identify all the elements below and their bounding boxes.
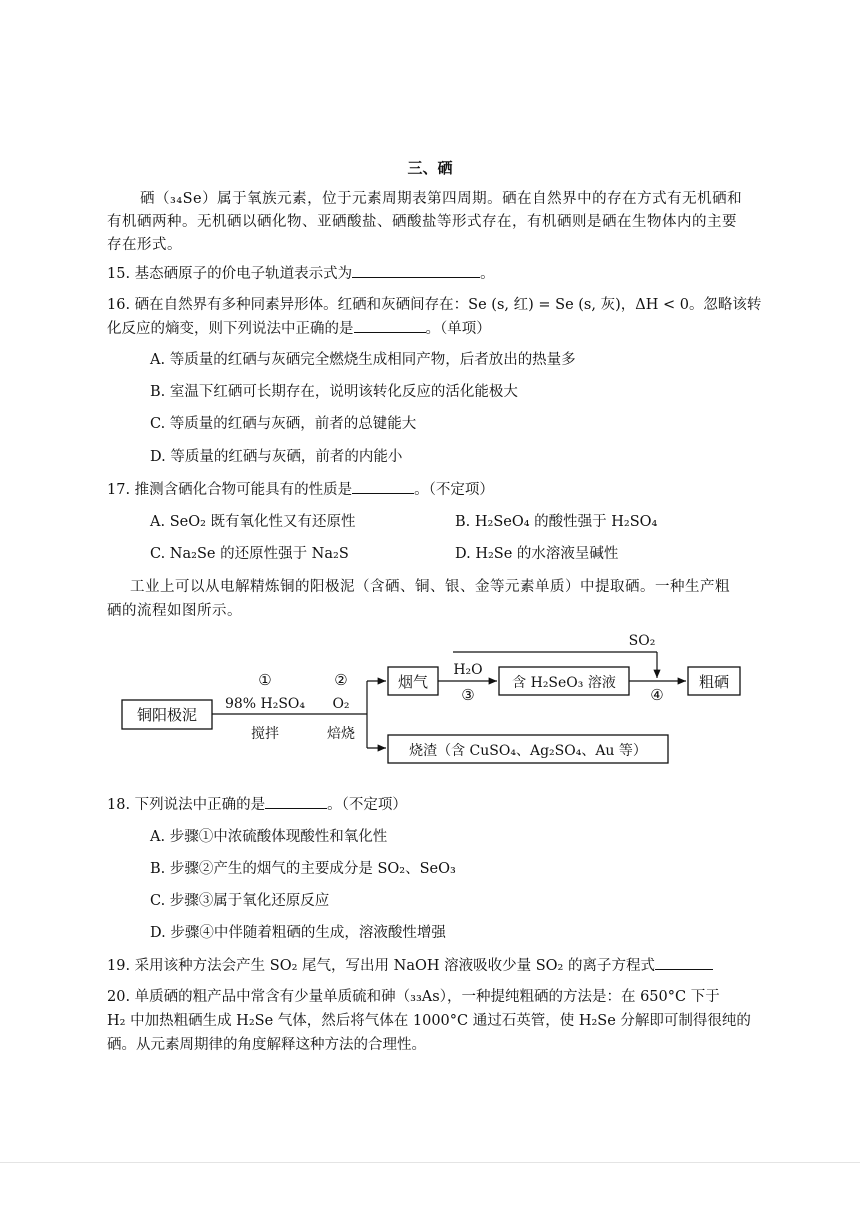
- q17-suffix: 。（不定项）: [414, 482, 494, 498]
- q17-option-d: D. H₂Se 的水溶液呈碱性: [455, 546, 619, 562]
- crude-selenium-label: 粗硒: [698, 673, 730, 691]
- q16-option-b: B. 室温下红硒可长期存在，说明该转化反应的活化能极大: [150, 384, 518, 400]
- q17-option-c: C. Na₂Se 的还原性强于 Na₂S: [150, 546, 349, 562]
- step-4-number: ④: [650, 686, 664, 704]
- intro-line-2: 有机硒两种。无机硒以硒化物、亚硒酸盐、硒酸盐等形式存在，有机硒则是硒在生物体内的主要: [107, 214, 737, 230]
- section-title: 三、硒: [407, 159, 453, 177]
- intro-line-1: 硒（₃₄Se）属于氧族元素，位于元素周期表第四周期。硒在自然界中的存在方式有无机硒和: [140, 191, 743, 207]
- industry-line-2: 硒的流程如图所示。: [107, 603, 242, 619]
- q15-text: 15. 基态硒原子的价电子轨道表示式为: [107, 266, 353, 282]
- step-2-number: ②: [334, 671, 348, 689]
- question-18: [107, 793, 407, 814]
- q16-option-a: A. 等质量的红硒与灰硒完全燃烧生成相同产物，后者放出的热量多: [150, 352, 576, 368]
- step-1-number: ①: [258, 671, 272, 689]
- q16-option-d: D. 等质量的红硒与灰硒，前者的内能小: [150, 449, 403, 465]
- q17-option-a: A. SeO₂ 既有氧化性又有还原性: [150, 514, 356, 530]
- solution-label: 含 H₂SeO₃ 溶液: [512, 675, 616, 691]
- q17-option-b: B. H₂SeO₄ 的酸性强于 H₂SO₄: [455, 514, 658, 530]
- step-1-reagent: 98% H₂SO₄: [224, 696, 306, 712]
- q16-suffix: 。（单项）: [425, 321, 491, 337]
- intro-line-3: 存在形式。: [107, 237, 182, 253]
- question-20-line-2: H₂ 中加热粗硒生成 H₂Se 气体，然后将气体在 1000°C 通过石英管，使 H₂Se 分解即可制得很纯的: [107, 1013, 751, 1029]
- step-2-operation: 焙烧: [327, 726, 355, 742]
- q17-answer-blank[interactable]: [352, 479, 414, 494]
- step-3-number: ③: [461, 686, 475, 704]
- q16-option-c: C. 等质量的红硒与灰硒，前者的总键能大: [150, 416, 417, 432]
- q16-text: 化反应的熵变，则下列说法中正确的是: [107, 321, 354, 337]
- q19-answer-blank[interactable]: [655, 955, 713, 970]
- industry-line-1: 工业上可以从电解精炼铜的阳极泥（含硒、铜、银、金等元素单质）中提取硒。一种生产粗: [130, 579, 730, 595]
- step-2-reagent: O₂: [332, 696, 350, 712]
- q18-suffix: 。（不定项）: [327, 797, 407, 813]
- page-bottom-rule: [0, 1162, 860, 1163]
- q19-text: 19. 采用该种方法会产生 SO₂ 尾气，写出用 NaOH 溶液吸收少量 SO₂ 的离子方程式: [107, 958, 655, 974]
- question-16-line-2: [107, 317, 491, 338]
- q18-option-b: B. 步骤②产生的烟气的主要成分是 SO₂、SeO₃: [150, 861, 456, 877]
- so2-label: SO₂: [628, 633, 656, 649]
- q18-option-d: D. 步骤④中伴随着粗硒的生成，溶液酸性增强: [150, 925, 446, 941]
- residue-label: 烧渣（含 CuSO₄、Ag₂SO₄、Au 等）: [409, 743, 647, 759]
- q18-option-c: C. 步骤③属于氧化还原反应: [150, 893, 330, 909]
- step-3-reagent: H₂O: [453, 662, 483, 678]
- q16-answer-blank[interactable]: [354, 318, 426, 333]
- question-20-line-3: 硒。从元素周期律的角度解释这种方法的合理性。: [107, 1037, 426, 1053]
- q15-suffix: 。: [480, 266, 495, 282]
- q18-answer-blank[interactable]: [265, 794, 327, 809]
- q18-option-a: A. 步骤①中浓硫酸体现酸性和氧化性: [150, 829, 388, 845]
- process-flow-diagram: [0, 620, 860, 780]
- question-17: [107, 478, 494, 499]
- smoke-label: 烟气: [397, 673, 429, 691]
- q18-text: 18. 下列说法中正确的是: [107, 797, 266, 813]
- question-16-line-1: 16. 硒在自然界有多种同素异形体。红硒和灰硒间存在：Se (s, 红) = Se (s, 灰)，ΔH < 0。忽略该转: [107, 297, 762, 313]
- question-19: [107, 954, 713, 975]
- q15-answer-blank[interactable]: [352, 263, 480, 278]
- question-20-line-1: 20. 单质硒的粗产品中常含有少量单质硫和砷（₃₃As），一种提纯粗硒的方法是：在 650°C 下于: [107, 989, 720, 1005]
- copper-anode-slime-label: 铜阳极泥: [136, 706, 198, 724]
- question-15: [107, 262, 495, 283]
- q17-text: 17. 推测含硒化合物可能具有的性质是: [107, 482, 353, 498]
- step-1-operation: 搅拌: [251, 726, 279, 742]
